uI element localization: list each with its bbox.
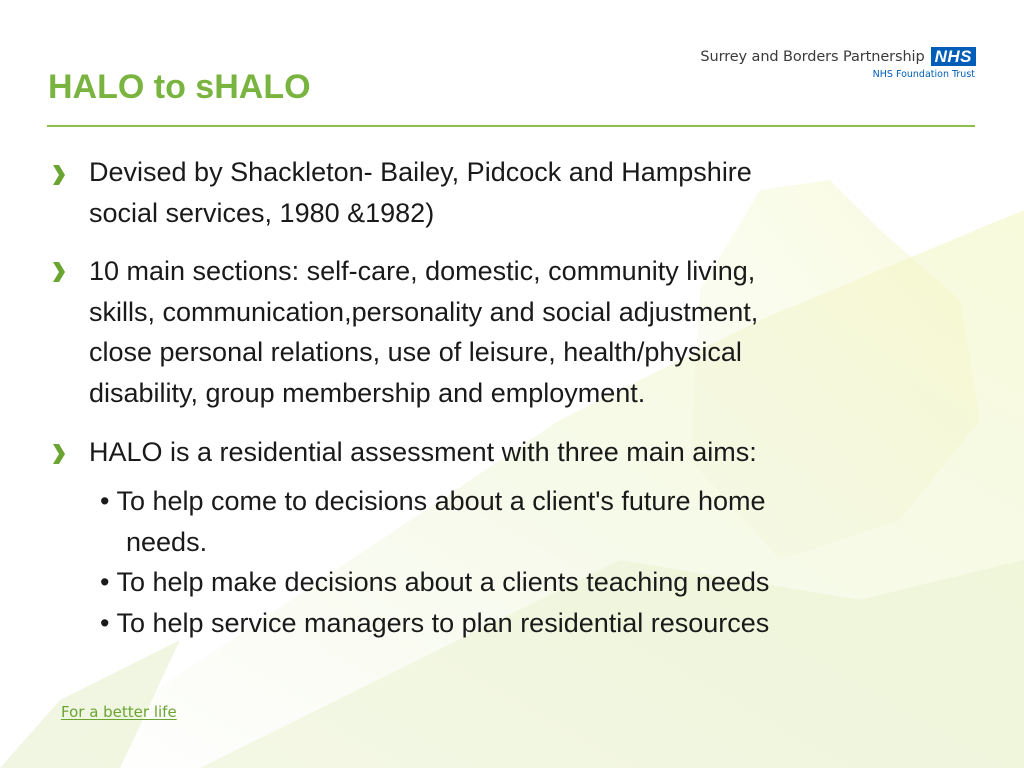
sub-bullet-item: • To help service managers to plan residential resources: [100, 608, 770, 638]
bullet-item: HALO is a residential assessment with three main aims:: [89, 437, 757, 467]
org-subtitle: NHS Foundation Trust: [872, 69, 975, 80]
title-divider: [47, 125, 975, 127]
org-name: Surrey and Borders Partnership: [700, 48, 925, 65]
chevron-bullet-icon: [47, 261, 69, 283]
organization-logo: [700, 47, 976, 80]
bullet-item: Devised by Shackleton- Bailey, Pidcock and Hampshire social services, 1980 &1982): [89, 157, 752, 228]
nhs-logo-badge: NHS: [931, 47, 976, 66]
chevron-bullet-icon: [47, 164, 69, 186]
sub-bullet-item: • To help make decisions about a clients teaching needs: [100, 567, 770, 597]
chevron-bullet-icon: [47, 443, 69, 465]
sub-bullet-item: • To help come to decisions about a client's future home needs.: [100, 486, 766, 557]
bullet-item: 10 main sections: self-care, domestic, community living, skills, communication,personality and social adjustment, close personal relations, use of leisure, health/physical disability, group membership and employment.: [89, 256, 759, 408]
slide-title: HALO to sHALO: [48, 68, 311, 106]
footer-tagline: For a better life: [61, 703, 177, 721]
